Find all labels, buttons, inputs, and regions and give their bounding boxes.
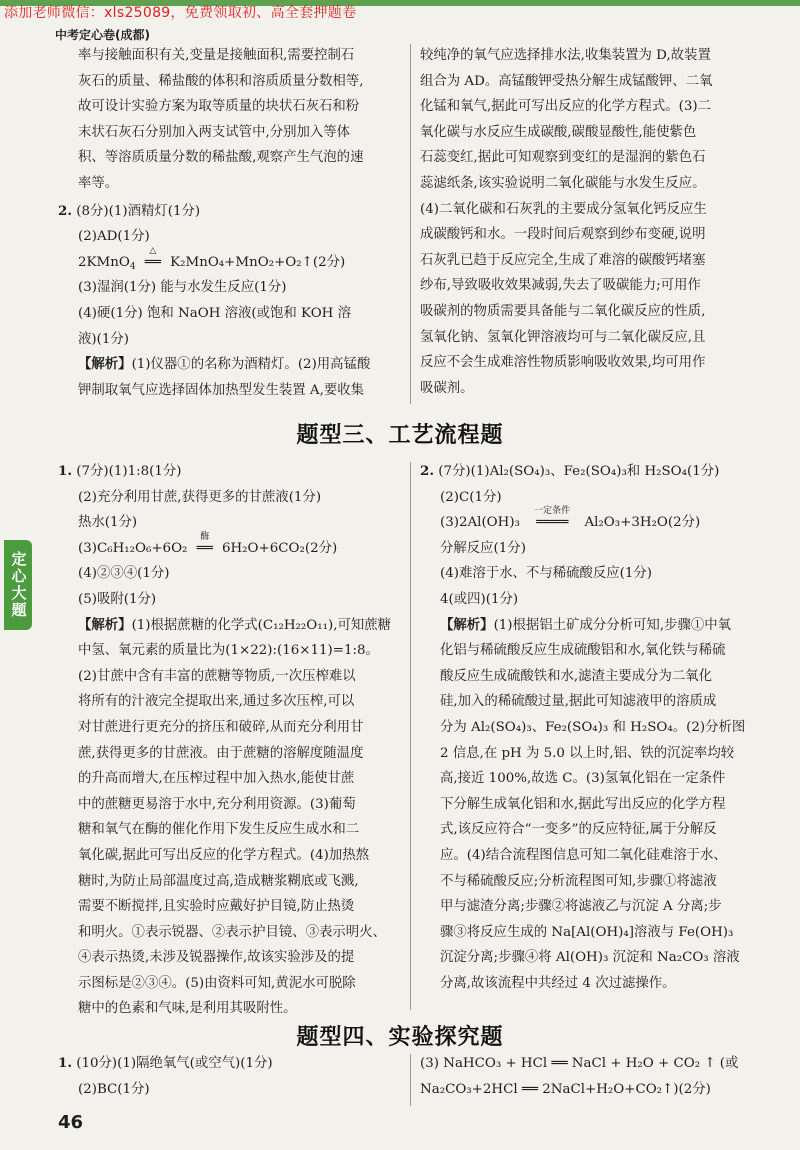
question-number: 1. xyxy=(58,1055,72,1071)
analysis-label: 【解析】 xyxy=(440,617,494,633)
text-line: 将所有的汁液完全提取出来,通过多次压榨,可以 xyxy=(78,694,355,710)
text-line: 应。(4)结合流程图信息可知二氧化硅难溶于水、 xyxy=(440,847,727,863)
reaction-condition: △ ══ xyxy=(144,245,161,270)
text-line: 酸反应生成硫酸铁和水,滤渣主要成分为二氧化 xyxy=(440,668,713,684)
mid-right-column xyxy=(420,459,760,996)
answer-text: 液)(1分) xyxy=(78,331,129,347)
text-line: 硅,加入的稀硫酸过量,据此可知滤液甲的溶质成 xyxy=(440,694,717,710)
bottom-left-column xyxy=(58,1051,396,1102)
column-divider xyxy=(410,1054,411,1106)
text-line: 灰石的质量、稀盐酸的体积和溶质质量分数相等, xyxy=(78,73,364,89)
text-line: 分为 Al₂(SO₄)₃、Fe₂(SO₄)₃ 和 H₂SO₄。(2)分析图 xyxy=(440,719,746,735)
text-line: 纱布,导致吸收效果减弱,失去了吸碳能力;可用作 xyxy=(420,278,701,294)
answer-text: (4)②③④(1分) xyxy=(78,566,170,582)
text-line: 分离,故该流程中共经过 4 次过滤操作。 xyxy=(440,975,676,991)
mid-left-column xyxy=(58,459,396,1022)
text-line: 钾制取氧气应选择固体加热型发生装置 A,要收集 xyxy=(78,382,364,398)
text-line: 式,该反应符合“一变多”的反应特征,属于分解反 xyxy=(440,822,717,838)
text-line: 石蕊变红,据此可知观察到变红的是湿润的紫色石 xyxy=(420,150,706,166)
answer-text: (2)充分利用甘蔗,获得更多的甘蔗液(1分) xyxy=(78,489,322,505)
text-line: 率与接触面积有关,变量是接触面积,需要控制石 xyxy=(78,48,355,63)
text-line: 示图标是②③④。(5)由资料可知,黄泥水可脱除 xyxy=(78,975,356,991)
answer-text: (4)难溶于水、不与稀硫酸反应(1分) xyxy=(440,566,653,582)
answer-text: (2)AD(1分) xyxy=(78,229,150,245)
answer-text: Na₂CO₃+2HCl ══ 2NaCl+H₂O+CO₂↑)(2分) xyxy=(420,1081,711,1097)
text-line: 吸碳剂的物质需要具备能与二氧化碳反应的性质, xyxy=(420,303,706,319)
question-number: 2. xyxy=(420,463,434,479)
top-left-column xyxy=(58,43,396,403)
text-line: 下分解生成氧化铝和水,据此写出反应的化学方程 xyxy=(440,796,726,812)
text-line: 2 信息,在 pH 为 5.0 以上时,铝、铁的沉淀率均较 xyxy=(440,745,735,761)
side-tab: 定心大题 xyxy=(4,540,32,630)
text-line: 的升高而增大,在压榨过程中加入热水,能使甘蔗 xyxy=(78,771,355,787)
text-line: 率等。 xyxy=(78,175,119,191)
reaction-condition: 酶 ══ xyxy=(196,531,213,556)
text-line: 成碳酸钙和水。一段时间后观察到纱布变硬,说明 xyxy=(420,227,706,243)
page-number: 46 xyxy=(58,1112,84,1133)
text-line: 较纯净的氧气应选择排水法,收集装置为 D,故装置 xyxy=(420,48,711,63)
question-line: 2. (7分)(1)Al₂(SO₄)₃、Fe₂(SO₄)₃和 H₂SO₄(1分) xyxy=(420,463,720,479)
text-line: 蔗,获得更多的甘蔗液。由于蔗糖的溶解度随温度 xyxy=(78,745,364,761)
text-line: 中的蔗糖更易溶于水中,充分利用资源。(3)葡萄 xyxy=(78,796,356,812)
answer-text: 4(或四)(1分) xyxy=(440,591,519,607)
text-line: 和明火。①表示锐器、②表示护目镜、③表示明火、 xyxy=(78,924,386,940)
equation: 2KMnO$_4$ △ ══ K₂MnO₄+MnO₂+O₂↑(2分) xyxy=(58,250,396,276)
text-line: 氧化碳与水反应生成碳酸,碳酸显酸性,能使紫色 xyxy=(420,124,697,140)
text-line: ④表示热烫,未涉及锐器操作,故该实验涉及的提 xyxy=(78,950,355,966)
text-line: (2)甘蔗中含有丰富的蔗糖等物质,一次压榨难以 xyxy=(78,668,356,684)
question-line: 1. (7分)(1)1:8(1分) xyxy=(58,463,182,479)
top-right-column xyxy=(420,43,760,401)
question-line: 1. (10分)(1)隔绝氧气(或空气)(1分) xyxy=(58,1055,273,1071)
question-number: 2. xyxy=(58,202,72,219)
text-line: 化锰和氧气,据此可写出反应的化学方程式。(3)二 xyxy=(420,99,712,115)
text-line: 不与稀硫酸反应;分析流程图可知,步骤①将滤液 xyxy=(440,873,717,889)
answer-text: (8分)(1)酒精灯(1分) xyxy=(76,203,201,219)
text-line: 糖时,为防止局部温度过高,造成糖浆糊底或飞溅, xyxy=(78,873,359,889)
text-line: 石灰乳已趋于反应完全,生成了难溶的碳酸钙堵塞 xyxy=(420,252,706,268)
text-line: 故可设计实验方案为取等质量的块状石灰石和粉 xyxy=(78,99,360,115)
column-divider xyxy=(410,44,411,404)
text-line: 糖和氧气在酶的催化作用下发生反应生成水和二 xyxy=(78,822,360,838)
analysis: 【解析】(1)根据铝土矿成分分析可知,步骤①中氧 xyxy=(440,617,732,633)
text-line: 组合为 AD。高锰酸钾受热分解生成锰酸钾、二氧 xyxy=(420,73,713,89)
text-line: 骤③将反应生成的 Na[Al(OH)₄]溶液与 Fe(OH)₃ xyxy=(440,924,734,940)
text-line: 积、等溶质质量分数的稀盐酸,观察产生气泡的速 xyxy=(78,150,364,166)
answer-text: 热水(1分) xyxy=(78,515,138,531)
answer-text: (4)硬(1分) 饱和 NaOH 溶液(或饱和 KOH 溶 xyxy=(78,305,352,321)
analysis: 【解析】(1)仪器①的名称为酒精灯。(2)用高锰酸 xyxy=(78,357,371,373)
answer-text: (3)湿润(1分) 能与水发生反应(1分) xyxy=(78,280,287,296)
text-line: 吸碳剂。 xyxy=(420,380,474,396)
answer-text: 分解反应(1分) xyxy=(440,540,526,556)
text-line: 糖中的色素和气味,是利用其吸附性。 xyxy=(78,1001,297,1017)
equation: (3)C₆H₁₂O₆+6O₂ 酶 ══ 6H₂O+6CO₂(2分) xyxy=(58,536,396,562)
answer-text: (5)吸附(1分) xyxy=(78,591,157,607)
section-heading-4: 题型四、实验探究题 xyxy=(296,1025,504,1050)
text-line: 甲与滤渣分离;步骤②将滤液乙与沉淀 A 分离;步 xyxy=(440,899,722,915)
text-line: 反应不会生成难溶性物质影响吸收效果,均可用作 xyxy=(420,355,706,371)
text-line: 蕊滤纸条,该实验说明二氧化碳能与水发生反应。 xyxy=(420,175,706,191)
reaction-condition: 一定条件 ════ xyxy=(534,506,571,531)
text-line: 末状石灰石分别加入两支试管中,分别加入等体 xyxy=(78,124,351,140)
answer-text: (3) NaHCO₃ + HCl ══ NaCl + H₂O + CO₂ ↑ (或 xyxy=(420,1056,739,1071)
analysis-label: 【解析】 xyxy=(78,617,132,633)
analysis-label: 【解析】 xyxy=(78,357,132,373)
section-heading-3: 题型三、工艺流程题 xyxy=(296,423,504,448)
answer-text: (2)BC(1分) xyxy=(78,1081,150,1097)
text-line: 对甘蔗进行更充分的挤压和破碎,从而充分利用甘 xyxy=(78,719,364,735)
equation: (3)2Al(OH)₃ 一定条件 ════ Al₂O₃+3H₂O(2分) xyxy=(420,510,760,536)
text-line: 高,接近 100%,故选 C。(3)氢氧化铝在一定条件 xyxy=(440,771,726,787)
running-head: 中考定心卷(成都) xyxy=(55,28,150,42)
text-line: (4)二氧化碳和石灰乳的主要成分氢氧化钙反应生 xyxy=(420,201,707,217)
text-line: 需要不断搅拌,且实验时应戴好护目镜,防止热烫 xyxy=(78,899,355,915)
answer-text: (2)C(1分) xyxy=(440,489,502,505)
text-line: 化铝与稀硫酸反应生成硫酸铝和水,氧化铁与稀硫 xyxy=(440,643,726,659)
question-number: 1. xyxy=(58,463,72,479)
watermark: 添加老师微信：xls25089，免费领取初、高全套押题卷 xyxy=(4,5,357,21)
text-line: 氢氧化钠、氢氧化钾溶液均可与二氧化碳反应,且 xyxy=(420,329,706,345)
question-line xyxy=(58,199,396,225)
text-line: 氧化碳,据此可写出反应的化学方程式。(4)加热熬 xyxy=(78,847,370,863)
bottom-right-column xyxy=(420,1051,770,1102)
column-divider xyxy=(410,462,411,1010)
text-line: 沉淀分离;步骤④将 Al(OH)₃ 沉淀和 Na₂CO₃ 溶液 xyxy=(440,950,740,966)
text-line: 中氢、氧元素的质量比为(1×22):(16×11)=1:8。 xyxy=(78,643,379,659)
analysis: 【解析】(1)根据蔗糖的化学式(C₁₂H₂₂O₁₁),可知蔗糖 xyxy=(78,617,392,633)
